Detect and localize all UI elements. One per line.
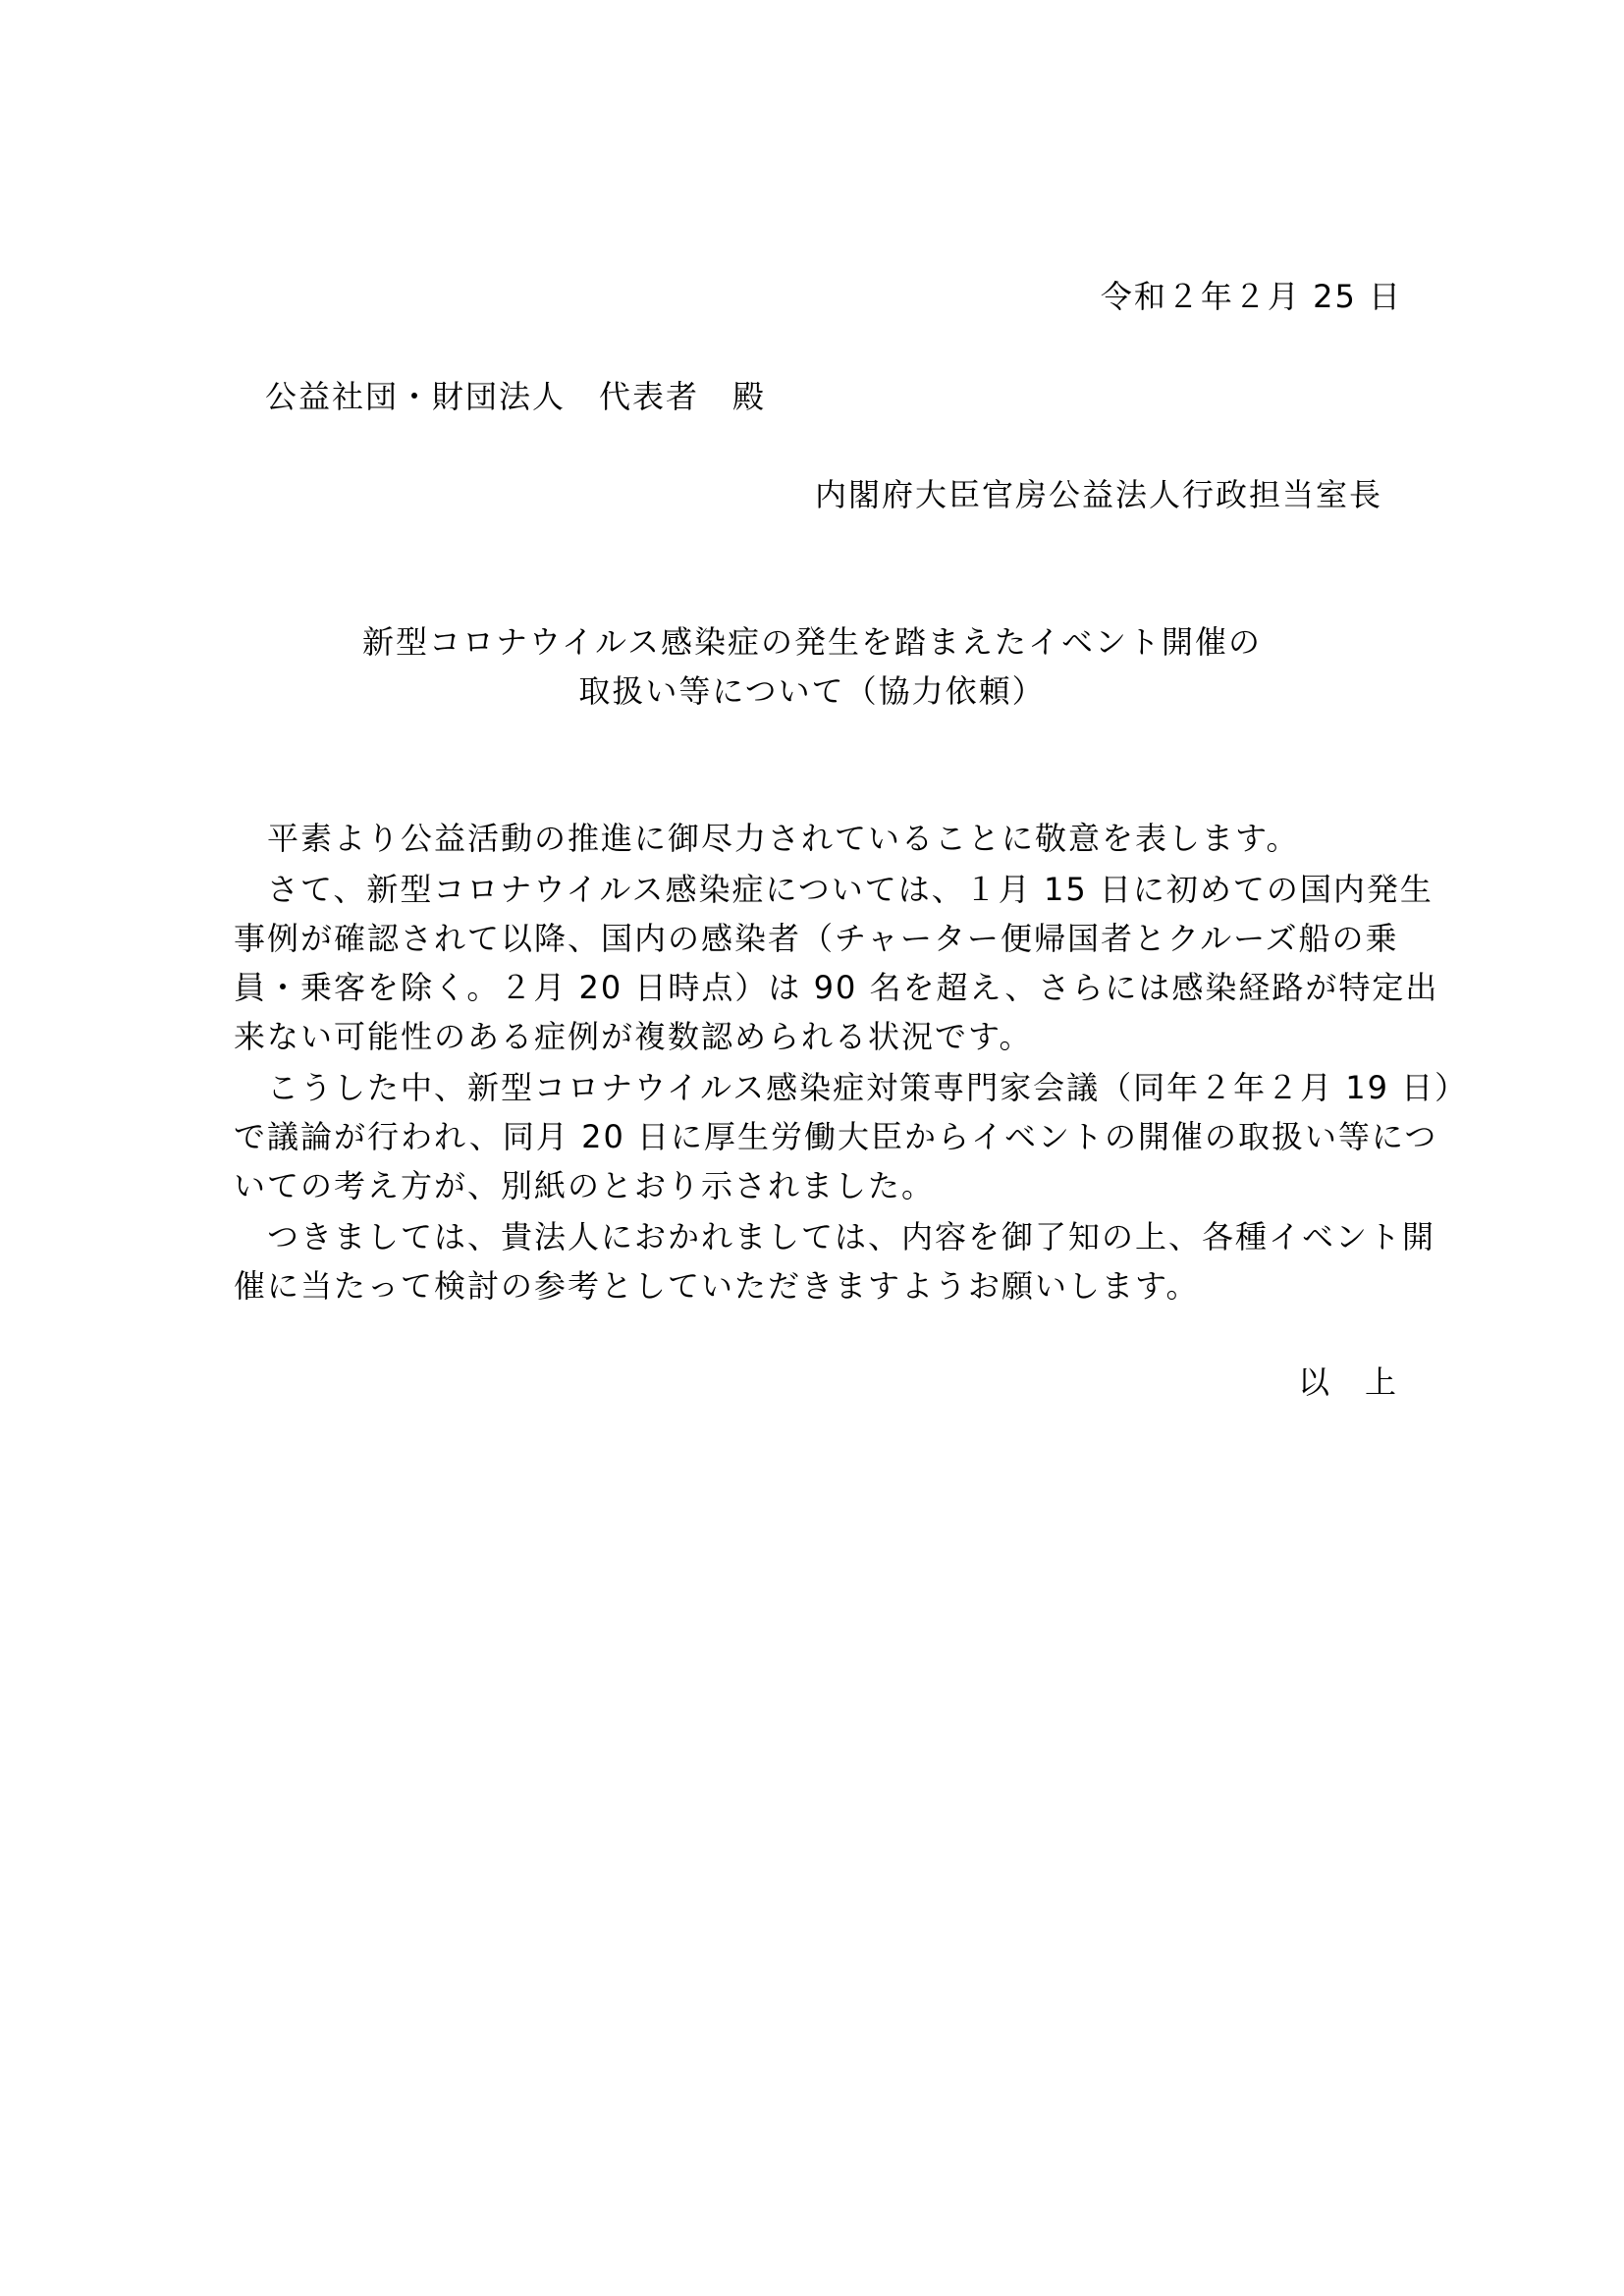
body-line-7: で議論が行われ、同月 20 日に厚生労働大臣からイベントの開催の取扱い等につ (234, 1118, 1438, 1155)
body-line-10: 催に当たって検討の参考としていただきますようお願いします。 (234, 1267, 1200, 1305)
closing-mark: 以 上 (1297, 1363, 1398, 1401)
document-date: 令和２年２月 25 日 (1100, 278, 1402, 315)
body-line-4: 員・乗客を除く。２月 20 日時点）は 90 名を超え、さらには感染経路が特定出 (234, 969, 1439, 1006)
body-line-6: こうした中、新型コロナウイルス感染症対策専門家会議（同年２年２月 19 日） (234, 1069, 1469, 1106)
document-title-line-2: 取扱い等について（協力依頼） (578, 672, 1046, 710)
body-line-3: 事例が確認されて以降、国内の感染者（チャーター便帰国者とクルーズ船の乗 (234, 920, 1399, 957)
body-line-1: 平素より公益活動の推進に御尽力されていることに敬意を表します。 (234, 820, 1300, 857)
sender: 内閣府大臣官房公益法人行政担当室長 (814, 476, 1382, 513)
body-line-9: つきましては、貴法人におかれましては、内容を御了知の上、各種イベント開 (234, 1218, 1436, 1255)
document-title-line-1: 新型コロナウイルス感染症の発生を踏まえたイベント開催の (361, 623, 1263, 661)
addressee: 公益社団・財団法人 代表者 殿 (265, 378, 767, 415)
body-line-8: いての考え方が、別紙のとおり示されました。 (234, 1167, 936, 1204)
body-line-5: 来ない可能性のある症例が複数認められる状況です。 (234, 1018, 1033, 1055)
body-line-2: さて、新型コロナウイルス感染症については、１月 15 日に初めての国内発生 (234, 871, 1434, 908)
